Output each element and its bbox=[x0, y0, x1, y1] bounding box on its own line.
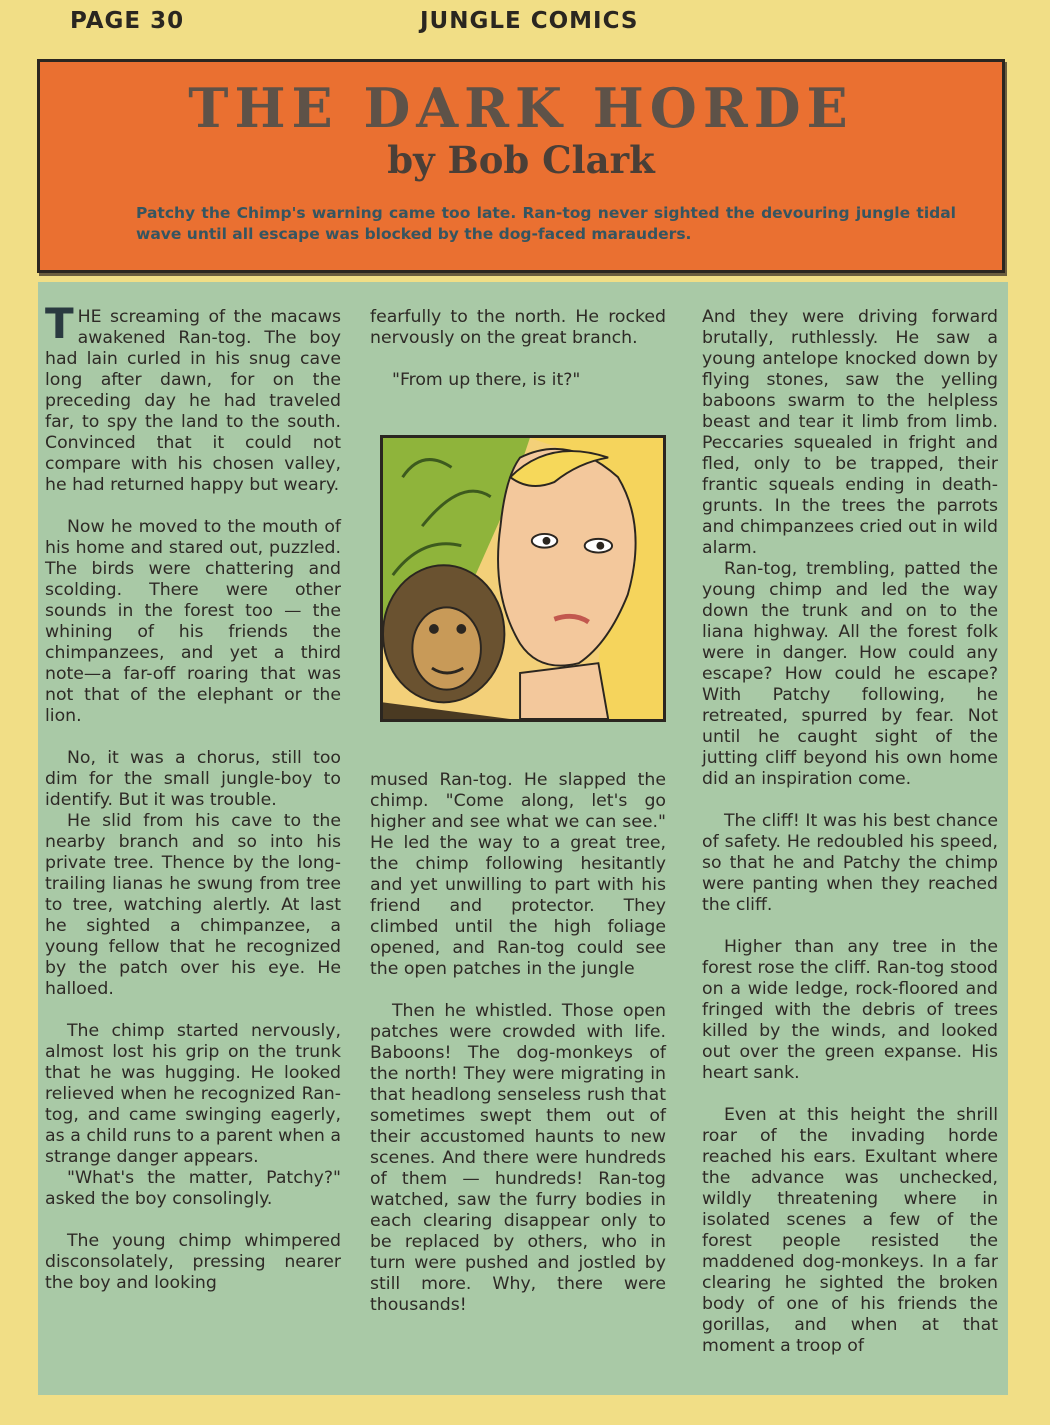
portrait-image bbox=[383, 438, 663, 719]
story-byline: by Bob Clark bbox=[387, 138, 655, 182]
page-number: PAGE 30 bbox=[70, 8, 185, 34]
illustration-boy-and-chimp bbox=[380, 435, 666, 722]
paragraph: No, it was a chorus, still too dim for the small jungle-boy to identify. But it was trouble. bbox=[45, 748, 341, 810]
paragraph: The chimp started nervously, almost lost his grip on the trunk that he was hugging. He looked relieved when he recognized Ran-tog, and came swinging eagerly, as a child runs to a parent when a strange danger appears. bbox=[45, 1021, 341, 1167]
magazine-title: JUNGLE COMICS bbox=[420, 8, 639, 34]
paragraph: Even at this height the shrill roar of the invading horde reached his ears. Exultant where the advance was unchecked, wildly threatening where in isolated scenes a few of the forest people resisted the maddened dog-monkeys. In a far clearing he sighted the broken body of one of his friends the gorillas, and when at that moment a troop of bbox=[702, 1105, 998, 1356]
paragraph: The young chimp whimpered disconsolately, pressing nearer the boy and looking bbox=[45, 1231, 341, 1293]
paragraph: mused Ran-tog. He slapped the chimp. "Come along, let's go higher and see what we can see." He led the way to a great tree, the chimp following hesitantly and yet unwilling to part with his friend and protector. They climbed until the high foliage opened, and Ran-tog could see the open patches in the jungle bbox=[370, 770, 666, 979]
paragraph: He slid from his cave to the nearby branch and so into his private tree. Thence by the long-trailing lianas he swung from tree to tree, watching alertly. At last he sighted a chimpanzee, a young fellow that he recognized by the patch over his eye. He halloed. bbox=[45, 811, 341, 999]
column-2-lower bbox=[370, 770, 666, 1316]
story-title: THE DARK HORDE bbox=[188, 76, 854, 140]
paragraph: fearfully to the north. He rocked nervously on the great branch. bbox=[370, 307, 666, 348]
page-header bbox=[70, 8, 1000, 42]
text-column-3 bbox=[702, 307, 998, 1357]
text-column-1 bbox=[45, 299, 341, 1294]
story-body bbox=[38, 282, 1008, 1395]
paragraph: Ran-tog, trembling, patted the young chimp and led the way down the trunk and on to the liana highway. All the forest folk were in danger. How could any escape? How could he escape? With Patchy following, he retreated, spurred by fear. Not until he caught sight of the jutting cliff beyond his own home did an inspiration come. bbox=[702, 559, 998, 789]
paragraph: THE screaming of the macaws awakened Ran-tog. The boy had lain curled in his snug cave long after dawn, for on the preceding day he had traveled far, to spy the land to the south. Convinced that it could not compare with his chosen valley, he had returned happy but weary. bbox=[45, 299, 341, 495]
paragraph: Then he whistled. Those open patches were crowded with life. Baboons! The dog-monkeys of the north! They were migrating in that headlong senseless rush that sometimes swept them out of their accustomed haunts to new scenes. And there were hundreds of them — hundreds! Ran-tog watched, saw the furry bodies in each clearing disappear only to be replaced by others, who in turn were pushed and jostled by still more. Why, there were thousands! bbox=[370, 1001, 666, 1315]
paragraph: "From up there, is it?" bbox=[392, 370, 581, 390]
paragraph: And they were driving forward brutally, ruthlessly. He saw a young antelope knocked down by flying stones, saw the yelling baboons swarm to the helpless beast and tear it limb from limb. Peccaries squealed in fright and fled, only to be trapped, their frantic squeals ending in death-grunts. In the trees the parrots and chimpanzees cried out in wild alarm. bbox=[702, 307, 998, 558]
paragraph: "What's the matter, Patchy?" asked the boy consolingly. bbox=[45, 1168, 341, 1209]
paragraph: Now he moved to the mouth of his home and stared out, puzzled. The birds were chattering and scolding. There were other sounds in the forest too — the whining of his friends the chimpanzees, and yet a third note—a far-off roaring that was not that of the elephant or the lion. bbox=[45, 517, 341, 726]
text-column-2 bbox=[370, 307, 666, 1315]
drop-cap: T bbox=[45, 299, 74, 348]
paragraph: Higher than any tree in the forest rose the cliff. Ran-tog stood on a wide ledge, rock-floored and fringed with the debris of trees killed by the winds, and looked out over the green expanse. His heart sank. bbox=[702, 937, 998, 1083]
story-title-box bbox=[37, 59, 1005, 273]
story-blurb: Patchy the Chimp's warning came too late. Ran-tog never sighted the devouring jungle tidal wave until all escape was blocked by the dog-faced marauders. bbox=[136, 204, 956, 243]
paragraph: The cliff! It was his best chance of safety. He redoubled his speed, so that he and Patchy the chimp were panting when they reached the cliff. bbox=[702, 811, 998, 915]
